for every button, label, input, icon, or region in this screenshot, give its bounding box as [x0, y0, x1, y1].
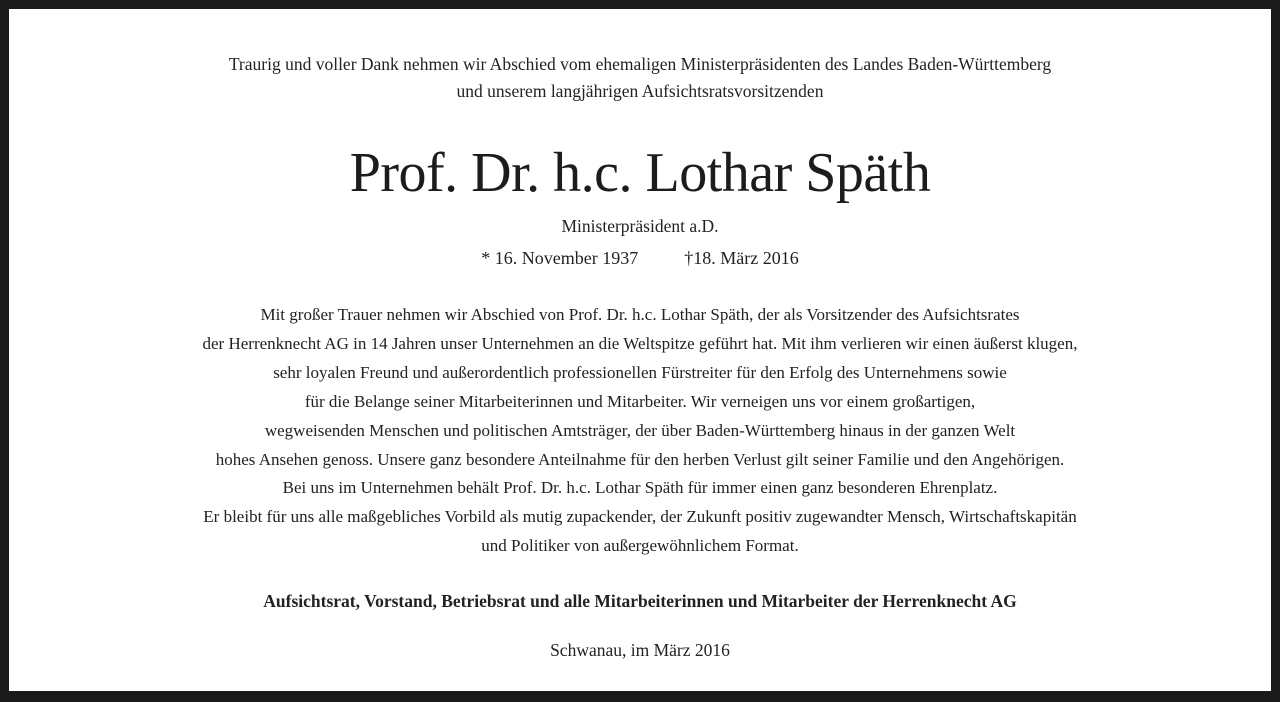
body-line: hohes Ansehen genoss. Unsere ganz besondere Anteilnahme für den herben Verlust gilt seiner Familie und den Angehörigen.	[215, 449, 1065, 469]
condolence-text	[9, 301, 1271, 561]
life-dates	[9, 246, 1271, 270]
body-line: und Politiker von außergewöhnlichem Format.	[481, 536, 799, 556]
signatories: Aufsichtsrat, Vorstand, Betriebsrat und alle Mitarbeiterinnen und Mitarbeiter der Herrenknecht AG	[263, 591, 1017, 611]
body-line: für die Belange seiner Mitarbeiterinnen und Mitarbeiter. Wir verneigen uns vor einem großartigen,	[304, 391, 976, 411]
body-line: der Herrenknecht AG in 14 Jahren unser Unternehmen an die Weltspitze geführt hat. Mit ihm verlieren wir einen äußerst klugen,	[202, 333, 1078, 353]
deceased-name: Prof. Dr. h.c. Lothar Späth	[349, 142, 931, 204]
body-line: Mit großer Trauer nehmen wir Abschied von Prof. Dr. h.c. Lothar Späth, der als Vorsitzender des Aufsichtsrates	[260, 305, 1020, 324]
body-line: sehr loyalen Freund und außerordentlich professionellen Fürstreiter für den Erfolg des Unternehmens sowie	[273, 362, 1007, 382]
intro-line-2: und unserem langjährigen Aufsichtsratsvorsitzenden	[456, 81, 824, 101]
body-line: Er bleibt für uns alle maßgebliches Vorbild als mutig zupackender, der Zukunft positiv zugewandter Mensch, Wirtschaftskapitän	[203, 507, 1077, 527]
place-and-date: Schwanau, im März 2016	[550, 640, 730, 660]
deceased-title: Ministerpräsident a.D.	[561, 216, 719, 236]
body-line: wegweisenden Menschen und politischen Amtsträger, der über Baden-Württemberg hinaus in der ganzen Welt	[264, 420, 1016, 440]
body-line: Bei uns im Unternehmen behält Prof. Dr. h.c. Lothar Späth für immer einen ganz besonderen Ehrenplatz.	[282, 478, 998, 498]
obituary-notice	[9, 9, 1271, 691]
death-date: †18. März 2016	[684, 248, 799, 268]
intro-line-1: Traurig und voller Dank nehmen wir Abschied vom ehemaligen Ministerpräsidenten des Landes Baden-Württemberg	[228, 54, 1052, 74]
birth-date: * 16. November 1937	[481, 248, 639, 268]
intro-text	[9, 51, 1271, 105]
